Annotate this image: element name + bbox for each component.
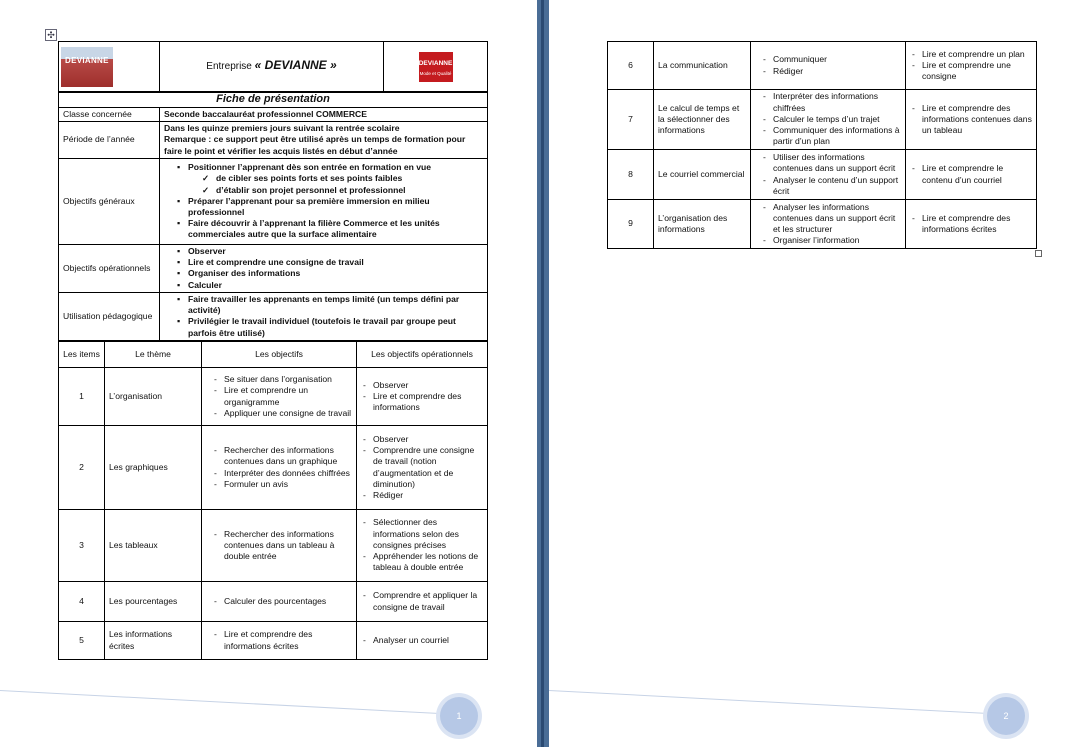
item-number: 9 [608, 200, 654, 249]
page-number-badge: 1 [440, 697, 478, 735]
item-number: 4 [59, 582, 105, 622]
header-items: Les items [59, 342, 105, 368]
item-number: 3 [59, 510, 105, 582]
table-move-handle-icon[interactable]: ✣ [45, 29, 57, 41]
list-item: - Sélectionner des informations selon des consignes précises [361, 517, 483, 551]
classe-value: Seconde baccalauréat professionnel COMMERCE [160, 108, 488, 122]
item-theme: Les pourcentages [105, 582, 202, 622]
list-item: - Communiquer [761, 54, 901, 65]
logo-badge-text: DEVIANNE [418, 59, 453, 67]
item-theme: Les informations écrites [105, 622, 202, 660]
logo-badge-cell [384, 42, 488, 92]
objectifs-generaux-value [160, 158, 488, 244]
item-number: 6 [608, 42, 654, 90]
list-item: - Analyser le contenu d’un support écrit [761, 175, 901, 197]
list-item: - Rechercher des informations contenues dans un graphique [212, 445, 352, 467]
list-item: - Rédiger [761, 66, 901, 77]
table-row [59, 510, 488, 582]
utilisation-label: Utilisation pédagogique [59, 292, 160, 340]
list-item: - Calculer le temps d’un trajet [761, 114, 901, 125]
item-number: 2 [59, 426, 105, 510]
info-table [58, 92, 488, 341]
document-page-1 [0, 0, 537, 747]
list-item: - Lire et comprendre le contenu d’un courriel [910, 163, 1032, 185]
logo-photo-cell [59, 42, 160, 92]
document-page-2 [549, 0, 1080, 747]
table-row [59, 622, 488, 660]
header-objectifs: Les objectifs [202, 342, 357, 368]
item-theme: Les tableaux [105, 510, 202, 582]
objectifs-operationnels-label: Objectifs opérationnels [59, 244, 160, 292]
list-item: - Lire et comprendre des informations contenues dans un tableau [910, 103, 1032, 137]
periode-line-2: Remarque : ce support peut être utilisé après un temps de formation pour faire le point et vérifier les acquis listés en début d’année [164, 134, 466, 156]
table-row [608, 200, 1037, 249]
item-objectifs [751, 42, 906, 90]
company-prefix: Entreprise [206, 61, 255, 73]
list-item: - Utiliser des informations contenues dans un support écrit [761, 152, 901, 174]
list-item: - Lire et comprendre des informations [361, 391, 483, 413]
items-table-continued [607, 41, 1037, 249]
item-number: 7 [608, 90, 654, 150]
table-row [608, 42, 1037, 90]
list-item: - Lire et comprendre des informations écrites [910, 213, 1032, 235]
company-title [160, 42, 384, 92]
list-item: - Rechercher des informations contenues dans un tableau à double entrée [212, 529, 352, 563]
list-item: - Interpréter des données chiffrées [212, 468, 352, 479]
item-number: 5 [59, 622, 105, 660]
list-item: ✓ de cibler ses points forts et ses points faibles [176, 173, 483, 184]
item-operationnels [357, 582, 488, 622]
devianne-store-photo [61, 47, 113, 87]
item-objectifs [202, 510, 357, 582]
list-item: - Organiser l’information [761, 235, 901, 246]
periode-line-1: Dans les quinze premiers jours suivant la rentrée scolaire [164, 123, 400, 134]
header-theme: Le thème [105, 342, 202, 368]
list-item: - Analyser les informations contenues dans un support écrit et les structurer [761, 202, 901, 236]
table-row [59, 368, 488, 426]
utilisation-value [160, 292, 488, 340]
table-row [59, 582, 488, 622]
item-operationnels [357, 368, 488, 426]
list-item: - Interpréter des informations chiffrées [761, 91, 901, 113]
list-item: - Formuler un avis [212, 479, 352, 490]
table-row [59, 426, 488, 510]
item-operationnels [906, 42, 1037, 90]
header-objectifs-operationnels: Les objectifs opérationnels [357, 342, 488, 368]
list-item: ▪ Calculer [176, 280, 483, 291]
list-item: - Appliquer une consigne de travail [212, 408, 352, 419]
devianne-logo-icon [419, 52, 453, 82]
item-objectifs [202, 426, 357, 510]
item-objectifs [751, 90, 906, 150]
list-item: - Comprendre et appliquer la consigne de travail [361, 590, 483, 612]
list-item: - Comprendre une consigne de travail (notion d’augmentation et de diminution) [361, 445, 483, 490]
objectifs-generaux-label: Objectifs généraux [59, 158, 160, 244]
list-item: ✓ d’établir son projet personnel et professionnel [176, 185, 483, 196]
list-item: - Communiquer des informations à partir d’un plan [761, 125, 901, 147]
item-theme: La communication [654, 42, 751, 90]
list-item: ▪ Privilégier le travail individuel (toutefois le travail par groupe peut parfois être utilisé) [176, 316, 483, 338]
periode-value [160, 122, 488, 159]
item-operationnels [906, 90, 1037, 150]
page-gutter [537, 0, 549, 747]
list-item: - Lire et comprendre des informations écrites [212, 629, 352, 651]
item-operationnels [906, 200, 1037, 249]
table-resize-handle[interactable] [1035, 250, 1042, 257]
list-item: ▪ Observer [176, 246, 483, 257]
logo-photo-text: DEVIANNE [65, 56, 109, 65]
list-item: - Analyser un courriel [361, 635, 483, 646]
page-number-badge: 2 [987, 697, 1025, 735]
list-item: ▪ Faire travailler les apprenants en temps limité (un temps défini par activité) [176, 294, 483, 316]
item-theme: Le calcul de temps et la sélectionner des informations [654, 90, 751, 150]
list-item: ▪ Lire et comprendre une consigne de travail [176, 257, 483, 268]
footer-decoration-line [549, 690, 998, 715]
item-objectifs [202, 582, 357, 622]
item-objectifs [202, 622, 357, 660]
footer-decoration-line [0, 690, 449, 715]
item-objectifs [751, 150, 906, 200]
list-item: - Lire et comprendre un plan [910, 49, 1032, 60]
list-item: ▪ Organiser des informations [176, 268, 483, 279]
item-operationnels [906, 150, 1037, 200]
item-objectifs [202, 368, 357, 426]
list-item: - Rédiger [361, 490, 483, 501]
list-item: - Calculer des pourcentages [212, 596, 352, 607]
list-item: - Se situer dans l’organisation [212, 374, 352, 385]
company-name: « DEVIANNE » [254, 58, 337, 73]
item-objectifs [751, 200, 906, 249]
item-theme: Le courriel commercial [654, 150, 751, 200]
list-item: ▪ Préparer l’apprenant pour sa première immersion en milieu professionnel [176, 196, 483, 218]
item-theme: Les graphiques [105, 426, 202, 510]
item-operationnels [357, 622, 488, 660]
classe-label: Classe concernée [59, 108, 160, 122]
item-number: 8 [608, 150, 654, 200]
items-table [58, 341, 488, 660]
list-item: - Observer [361, 434, 483, 445]
list-item: - Observer [361, 380, 483, 391]
list-item: - Lire et comprendre un organigramme [212, 385, 352, 407]
list-item: ▪ Positionner l’apprenant dès son entrée en formation en vue [176, 162, 483, 173]
list-item: - Lire et comprendre une consigne [910, 60, 1032, 82]
item-number: 1 [59, 368, 105, 426]
logo-badge-tagline: Mode et Qualité [419, 70, 452, 76]
fiche-title: Fiche de présentation [59, 93, 488, 108]
item-operationnels [357, 510, 488, 582]
item-theme: L’organisation des informations [654, 200, 751, 249]
item-theme: L’organisation [105, 368, 202, 426]
header-table [58, 41, 488, 92]
periode-label: Période de l’année [59, 122, 160, 159]
list-item: - Appréhender les notions de tableau à double entrée [361, 551, 483, 573]
objectifs-operationnels-value [160, 244, 488, 292]
list-item: ▪ Faire découvrir à l’apprenant la filière Commerce et les unités commerciales autre que la surface alimentaire [176, 218, 483, 240]
table-row [608, 150, 1037, 200]
item-operationnels [357, 426, 488, 510]
table-row [608, 90, 1037, 150]
